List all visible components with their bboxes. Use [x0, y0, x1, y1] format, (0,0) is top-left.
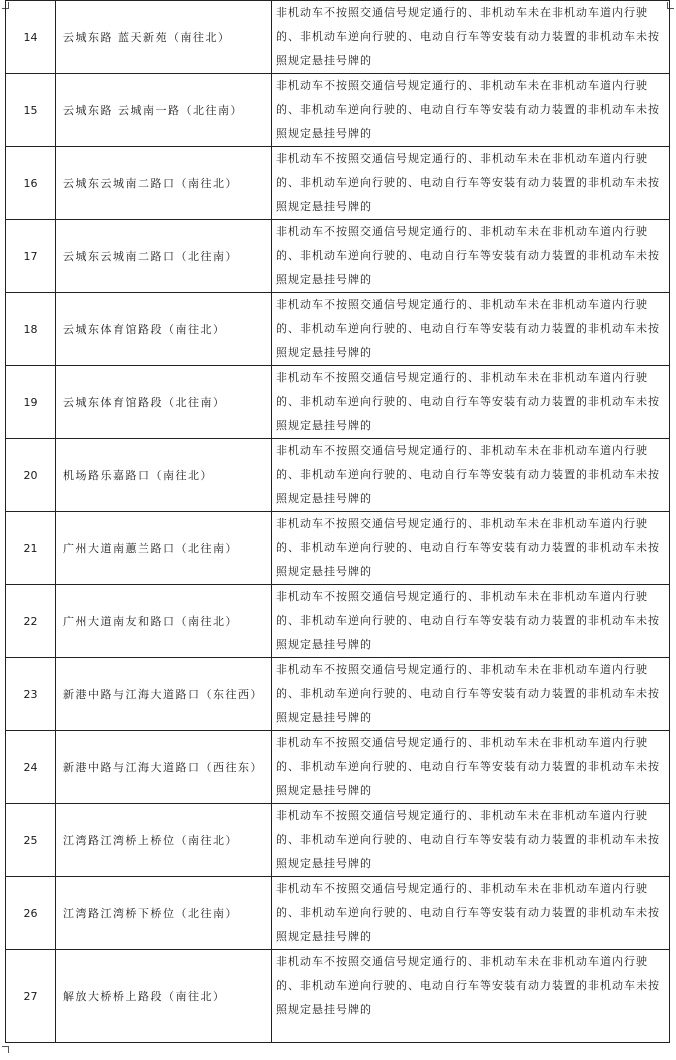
- row-number: 14: [6, 1, 56, 74]
- row-description: 非机动车不按照交通信号规定通行的、非机动车未在非机动车道内行驶的、非机动车逆向行驶的、电动自行车等安装有动力装置的非机动车未按照规定悬挂号牌的: [272, 147, 670, 220]
- row-description: 非机动车不按照交通信号规定通行的、非机动车未在非机动车道内行驶的、非机动车逆向行驶的、电动自行车等安装有动力装置的非机动车未按照规定悬挂号牌的: [272, 731, 670, 804]
- table-row: [6, 950, 670, 1043]
- table-body: [6, 1, 670, 1043]
- row-description: 非机动车不按照交通信号规定通行的、非机动车未在非机动车道内行驶的、非机动车逆向行驶的、电动自行车等安装有动力装置的非机动车未按照规定悬挂号牌的: [272, 439, 670, 512]
- table-row: [6, 512, 670, 585]
- row-number: 26: [6, 877, 56, 950]
- row-location: 新港中路与江海大道路口（东往西）: [56, 658, 272, 731]
- row-description: 非机动车不按照交通信号规定通行的、非机动车未在非机动车道内行驶的、非机动车逆向行驶的、电动自行车等安装有动力装置的非机动车未按照规定悬挂号牌的: [272, 512, 670, 585]
- row-description: 非机动车不按照交通信号规定通行的、非机动车未在非机动车道内行驶的、非机动车逆向行驶的、电动自行车等安装有动力装置的非机动车未按照规定悬挂号牌的: [272, 1, 670, 74]
- row-location: 云城东体育馆路段（北往南）: [56, 366, 272, 439]
- row-number: 23: [6, 658, 56, 731]
- row-number: 24: [6, 731, 56, 804]
- violation-locations-table: [5, 0, 670, 1043]
- table-row: [6, 220, 670, 293]
- table-row: [6, 804, 670, 877]
- page-corner-mark-bottom-left: [2, 1046, 9, 1053]
- table-row: [6, 74, 670, 147]
- row-number: 22: [6, 585, 56, 658]
- table-row: [6, 585, 670, 658]
- row-number: 18: [6, 293, 56, 366]
- row-location: 云城东路 蓝天新苑（南往北）: [56, 1, 272, 74]
- row-location: 广州大道南友和路口（南往北）: [56, 585, 272, 658]
- row-location: 云城东云城南二路口（南往北）: [56, 147, 272, 220]
- row-number: 20: [6, 439, 56, 512]
- row-location: 云城东体育馆路段（南往北）: [56, 293, 272, 366]
- row-number: 16: [6, 147, 56, 220]
- row-description: 非机动车不按照交通信号规定通行的、非机动车未在非机动车道内行驶的、非机动车逆向行驶的、电动自行车等安装有动力装置的非机动车未按照规定悬挂号牌的: [272, 293, 670, 366]
- row-description: 非机动车不按照交通信号规定通行的、非机动车未在非机动车道内行驶的、非机动车逆向行驶的、电动自行车等安装有动力装置的非机动车未按照规定悬挂号牌的: [272, 950, 670, 1043]
- row-number: 15: [6, 74, 56, 147]
- row-description: 非机动车不按照交通信号规定通行的、非机动车未在非机动车道内行驶的、非机动车逆向行驶的、电动自行车等安装有动力装置的非机动车未按照规定悬挂号牌的: [272, 804, 670, 877]
- row-number: 17: [6, 220, 56, 293]
- row-number: 27: [6, 950, 56, 1043]
- table-row: [6, 439, 670, 512]
- table-row: [6, 147, 670, 220]
- row-location: 云城东云城南二路口（北往南）: [56, 220, 272, 293]
- row-location: 解放大桥桥上路段（南往北）: [56, 950, 272, 1043]
- table-row: [6, 731, 670, 804]
- row-description: 非机动车不按照交通信号规定通行的、非机动车未在非机动车道内行驶的、非机动车逆向行驶的、电动自行车等安装有动力装置的非机动车未按照规定悬挂号牌的: [272, 585, 670, 658]
- row-location: 新港中路与江海大道路口（西往东）: [56, 731, 272, 804]
- row-description: 非机动车不按照交通信号规定通行的、非机动车未在非机动车道内行驶的、非机动车逆向行驶的、电动自行车等安装有动力装置的非机动车未按照规定悬挂号牌的: [272, 877, 670, 950]
- table-row: [6, 877, 670, 950]
- row-location: 广州大道南蕙兰路口（北往南）: [56, 512, 272, 585]
- row-description: 非机动车不按照交通信号规定通行的、非机动车未在非机动车道内行驶的、非机动车逆向行驶的、电动自行车等安装有动力装置的非机动车未按照规定悬挂号牌的: [272, 74, 670, 147]
- table-row: [6, 658, 670, 731]
- table-row: [6, 366, 670, 439]
- row-description: 非机动车不按照交通信号规定通行的、非机动车未在非机动车道内行驶的、非机动车逆向行驶的、电动自行车等安装有动力装置的非机动车未按照规定悬挂号牌的: [272, 658, 670, 731]
- row-number: 21: [6, 512, 56, 585]
- row-description: 非机动车不按照交通信号规定通行的、非机动车未在非机动车道内行驶的、非机动车逆向行驶的、电动自行车等安装有动力装置的非机动车未按照规定悬挂号牌的: [272, 366, 670, 439]
- row-description: 非机动车不按照交通信号规定通行的、非机动车未在非机动车道内行驶的、非机动车逆向行驶的、电动自行车等安装有动力装置的非机动车未按照规定悬挂号牌的: [272, 220, 670, 293]
- row-number: 25: [6, 804, 56, 877]
- table-row: [6, 1, 670, 74]
- row-number: 19: [6, 366, 56, 439]
- row-location: 江湾路江湾桥下桥位（北往南）: [56, 877, 272, 950]
- row-location: 云城东路 云城南一路（北往南）: [56, 74, 272, 147]
- table-row: [6, 293, 670, 366]
- row-location: 机场路乐嘉路口（南往北）: [56, 439, 272, 512]
- row-location: 江湾路江湾桥上桥位（南往北）: [56, 804, 272, 877]
